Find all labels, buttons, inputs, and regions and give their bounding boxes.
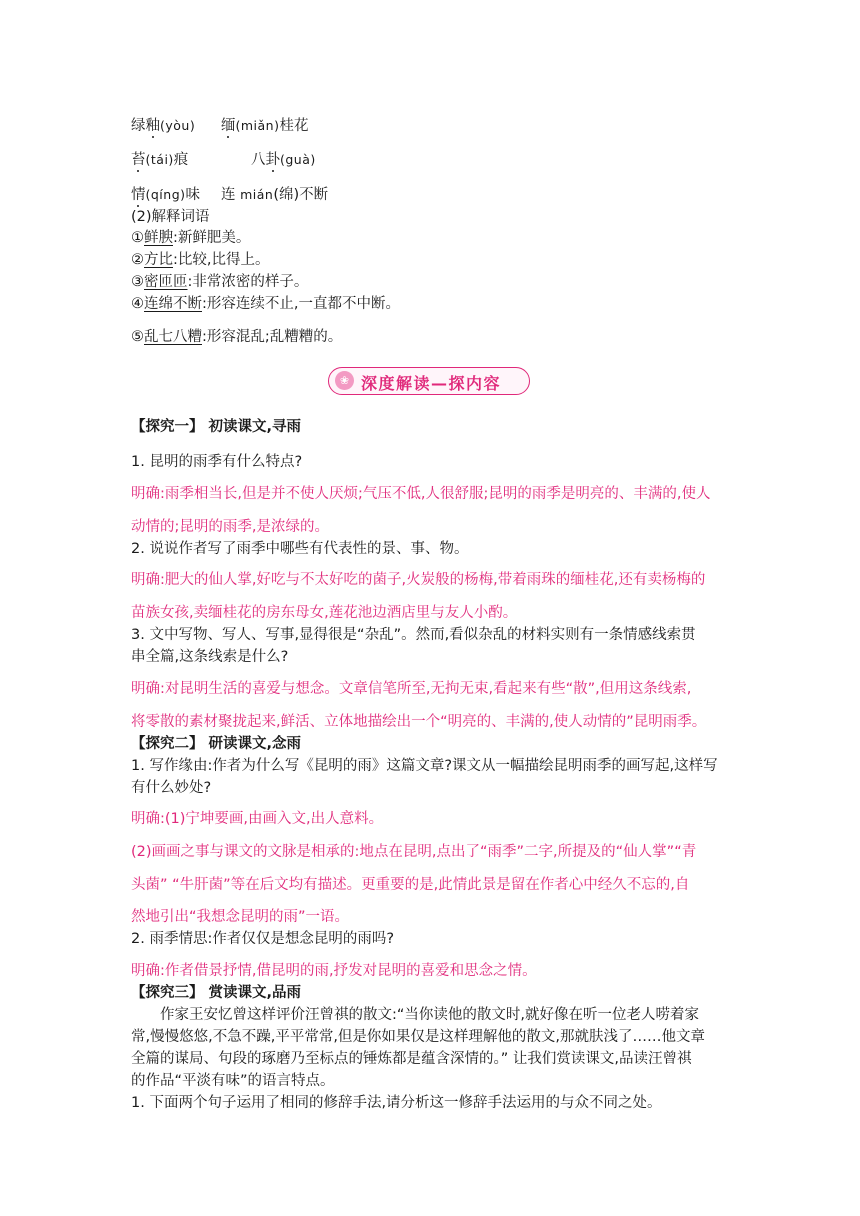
question: 3. 文中写物、写人、写事,显得很是“杂乱”。然而,看似杂乱的材料实则有一条情感线索贯: [131, 627, 696, 643]
question: 1. 昆明的雨季有什么特点?: [131, 454, 303, 470]
question: 2. 说说作者写了雨季中哪些有代表性的景、事、物。: [131, 541, 469, 557]
vocab-text: 八: [251, 152, 266, 168]
explore3-heading: 【探究三】 赏读课文,品雨: [131, 985, 302, 1001]
vocab-dotted-char: 苔: [131, 152, 146, 168]
vocab-pinyin: (yòu): [160, 118, 196, 133]
explore2-heading: 【探究二】 研读课文,念雨: [131, 736, 302, 752]
vocab-dotted-char: 缅: [221, 118, 236, 134]
paragraph: 全篇的谋局、句段的琢磨乃至标点的锤炼都是蕴含深情的。” 让我们赏读课文,品读汪曾祺: [131, 1051, 692, 1067]
vocab-dotted-char: 情: [131, 187, 146, 203]
vocab-pinyin: (guà): [280, 152, 316, 167]
vocab-pinyin: (miǎn): [235, 118, 280, 133]
vocab-dotted-char: 卦: [265, 152, 280, 168]
vocab-pinyin: (tái): [145, 152, 174, 167]
vocab-pinyin: (qíng): [145, 187, 186, 202]
explore1-heading: 【探究一】 初读课文,寻雨: [131, 419, 302, 435]
section-badge-icon: ❀: [335, 371, 354, 390]
section-banner: [328, 367, 530, 395]
answer: 明确:对昆明生活的喜爱与想念。文章信笔所至,无拘无束,看起来有些“散”,但用这条线索,: [131, 681, 692, 697]
explain-item: ③密匝匝:非常浓密的样子。: [131, 274, 309, 290]
vocab-text: (绵)不断: [273, 187, 329, 203]
answer: 明确:肥大的仙人掌,好吃与不太好吃的菌子,火炭般的杨梅,带着雨珠的缅桂花,还有卖杨梅的: [131, 572, 706, 588]
vocab-row: [131, 151, 316, 169]
question: 2. 雨季情思:作者仅仅是想念昆明的雨吗?: [131, 931, 395, 947]
vocab-text: 味: [185, 187, 201, 203]
answer: 将零散的素材聚拢起来,鲜活、立体地描绘出一个“明亮的、丰满的,使人动情的”昆明雨季。: [131, 714, 707, 730]
explain-item: ④连绵不断:形容连续不止,一直都不中断。: [131, 296, 400, 312]
vocab-row: [131, 186, 329, 204]
answer: 苗族女孩,卖缅桂花的房东母女,莲花池边酒店里与友人小酌。: [131, 605, 518, 621]
paragraph: 常,慢慢悠悠,不急不躁,平平常常,但是你如果仅是这样理解他的散文,那就肤浅了……他文章: [131, 1029, 706, 1045]
question: 1. 下面两个句子运用了相同的修辞手法,请分析这一修辞手法运用的与众不同之处。: [131, 1095, 662, 1111]
vocab-text: 连: [221, 187, 241, 203]
vocab-text: 痕: [173, 152, 189, 168]
answer: 动情的;昆明的雨季,是浓绿的。: [131, 519, 329, 535]
answer: 明确:(1)宁坤要画,由画入文,出人意料。: [131, 811, 384, 827]
explain-item: ①鲜腴:新鲜肥美。: [131, 230, 251, 246]
answer: 明确:作者借景抒情,借昆明的雨,抒发对昆明的喜爱和思念之情。: [131, 963, 537, 979]
question: 有什么妙处?: [131, 780, 212, 796]
explain-item: ②方比:比较,比得上。: [131, 252, 270, 268]
answer: 然地引出“我想念昆明的雨”一语。: [131, 909, 350, 925]
vocab-dotted-char: 釉: [145, 118, 160, 134]
question: 1. 写作缘由:作者为什么写《昆明的雨》这篇文章?课文从一幅描绘昆明雨季的画写起,这样写: [131, 758, 718, 774]
vocab-pinyin: mián: [240, 187, 274, 202]
answer: 明确:雨季相当长,但是并不使人厌烦;气压不低,人很舒服;昆明的雨季是明亮的、丰满的,使人: [131, 486, 711, 502]
paragraph: 的作品“平淡有味”的语言特点。: [131, 1073, 335, 1089]
question: 串全篇,这条线索是什么?: [131, 649, 289, 665]
section-banner-title: 深度解读—探内容: [361, 374, 502, 393]
vocab-text: 绿: [131, 118, 146, 134]
vocab-text: 桂花: [279, 118, 309, 134]
explain-heading: (2)解释词语: [131, 209, 210, 225]
answer: 头菌” “牛肝菌”等在后文均有描述。更重要的是,此情此景是留在作者心中经久不忘的,自: [131, 877, 690, 893]
explain-item: ⑤乱七八糟:形容混乱;乱糟糟的。: [131, 329, 343, 345]
answer: (2)画画之事与课文的文脉是相承的:地点在昆明,点出了“雨季”二字,所提及的“仙人掌”“青: [131, 844, 697, 860]
vocab-row: [131, 117, 309, 135]
paragraph: 作家王安忆曾这样评价汪曾祺的散文:“当你读他的散文时,就好像在听一位老人唠着家: [160, 1007, 700, 1023]
